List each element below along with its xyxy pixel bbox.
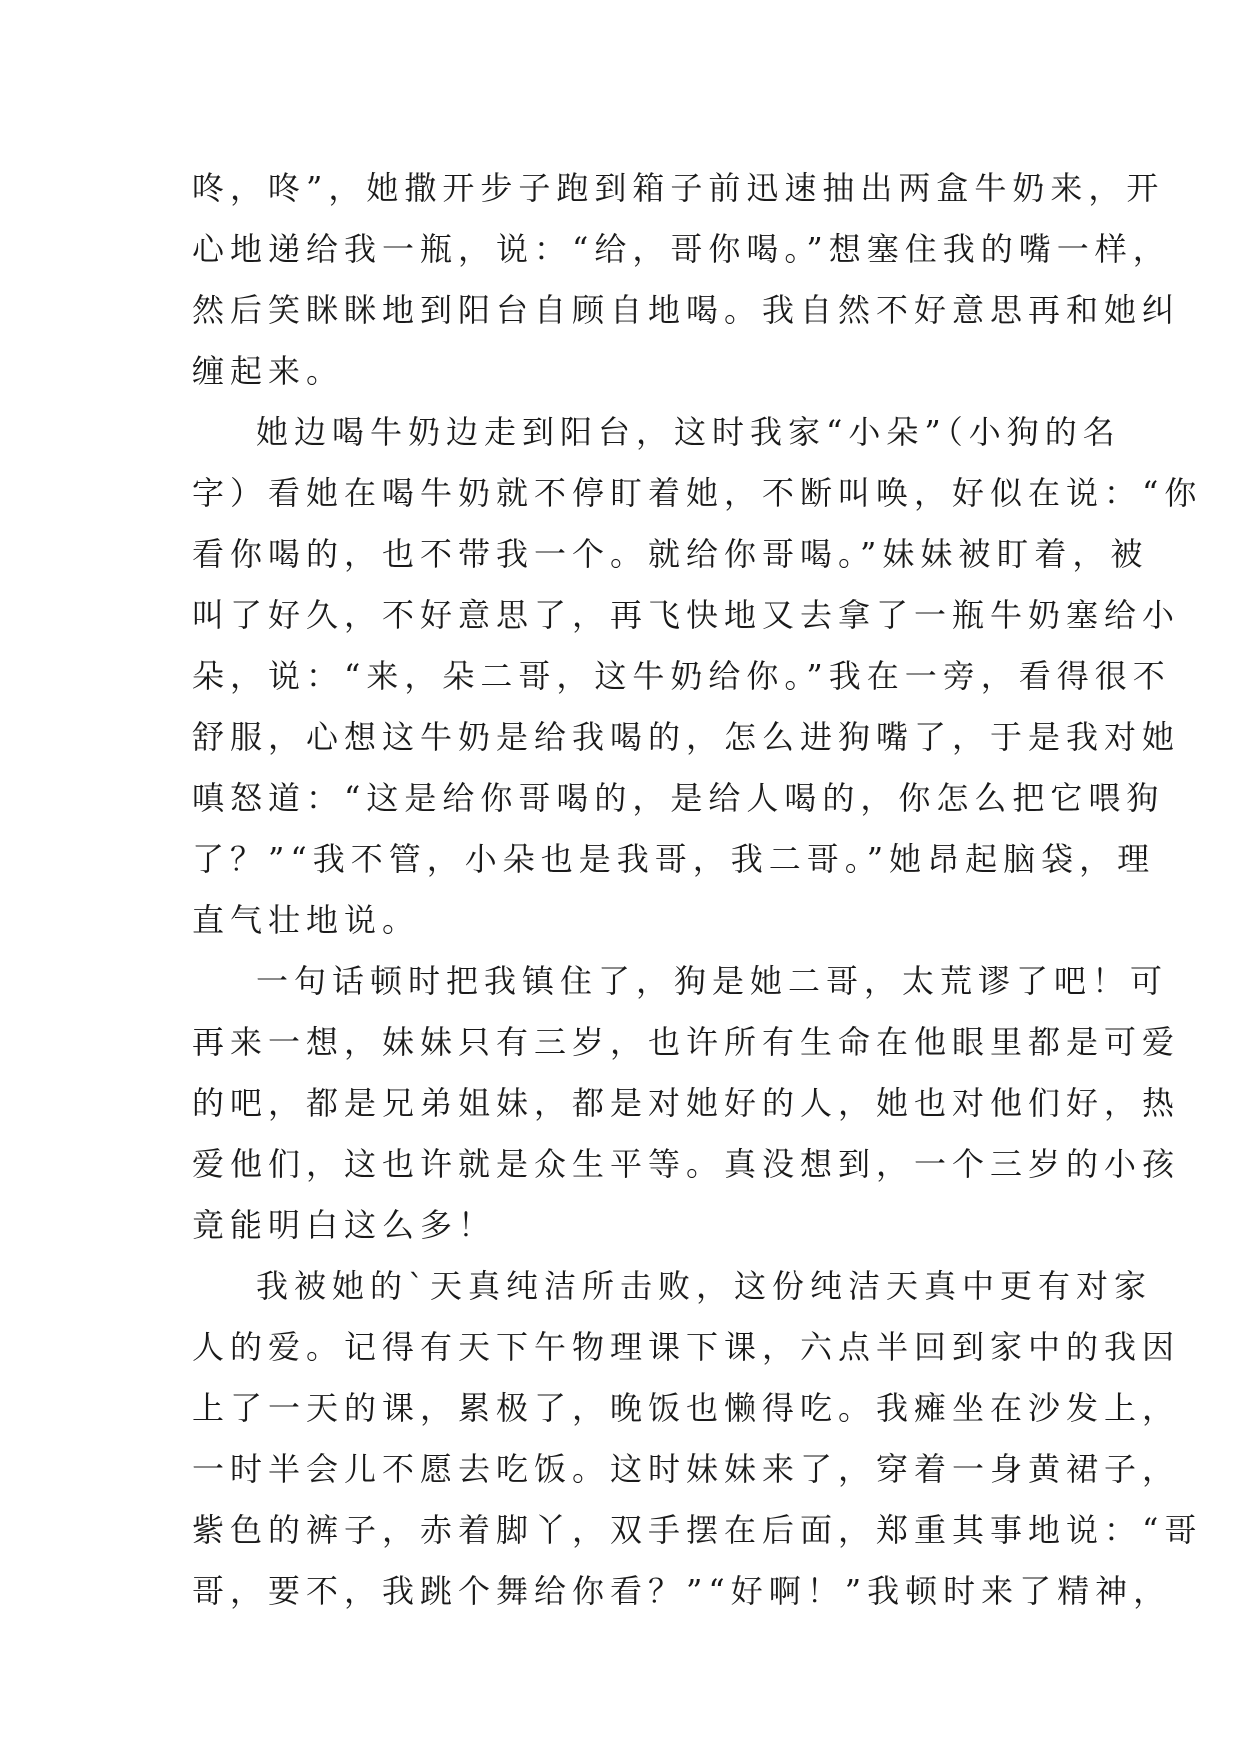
- text-line: 朵，说：“来，朵二哥，这牛奶给你。”我在一旁，看得很不: [192, 657, 1171, 695]
- body-text: [192, 158, 1203, 1622]
- text-line: 叫了好久，不好意思了，再飞快地又去拿了一瓶牛奶塞给小: [192, 596, 1181, 634]
- text-line: 的吧，都是兄弟姐妹，都是对她好的人，她也对他们好，热: [192, 1084, 1181, 1122]
- text-line: 上了一天的课，累极了，晚饭也懒得吃。我瘫坐在沙发上，: [192, 1389, 1181, 1427]
- text-line: 舒服，心想这牛奶是给我喝的，怎么进狗嘴了，于是我对她: [192, 718, 1181, 756]
- text-line: 竟能明白这么多！: [192, 1206, 497, 1244]
- text-line: 咚，咚”，她撒开步子跑到箱子前迅速抽出两盒牛奶来，开: [192, 169, 1165, 207]
- text-line: 看你喝的，也不带我一个。就给你哥喝。”妹妹被盯着，被: [192, 535, 1149, 573]
- paragraph-first-line: 一句话顿时把我镇住了，狗是她二哥，太荒谬了吧！可: [256, 962, 1169, 1000]
- text-line: 心地递给我一瓶，说：“给，哥你喝。”想塞住我的嘴一样，: [192, 230, 1171, 268]
- text-line: 直气壮地说。: [192, 901, 421, 939]
- text-line: 然后笑眯眯地到阳台自顾自地喝。我自然不好意思再和她纠: [192, 291, 1181, 329]
- text-line: 缠起来。: [192, 352, 345, 390]
- text-line: 一时半会儿不愿去吃饭。这时妹妹来了，穿着一身黄裙子，: [192, 1450, 1181, 1488]
- text-line: 爱他们，这也许就是众生平等。真没想到，一个三岁的小孩: [192, 1145, 1181, 1183]
- text-line: 字）看她在喝牛奶就不停盯着她，不断叫唤，好似在说：“你: [192, 474, 1203, 512]
- text-line: 哥，要不，我跳个舞给你看？”“好啊！”我顿时来了精神，: [192, 1572, 1172, 1610]
- text-line: 紫色的裤子，赤着脚丫，双手摆在后面，郑重其事地说：“哥: [192, 1511, 1203, 1549]
- paragraph-first-line: 我被她的`天真纯洁所击败，这份纯洁天真中更有对家: [256, 1267, 1153, 1305]
- text-line: 嗔怒道：“这是给你哥喝的，是给人喝的，你怎么把它喂狗: [192, 779, 1165, 817]
- text-line: 再来一想，妹妹只有三岁，也许所有生命在他眼里都是可爱: [192, 1023, 1181, 1061]
- text-line: 了？”“我不管，小朵也是我哥，我二哥。”她昂起脑袋，理: [192, 840, 1156, 878]
- paragraph-first-line: 她边喝牛奶边走到阳台，这时我家“小朵”（小狗的名: [256, 413, 1121, 451]
- text-line: 人的爱。记得有天下午物理课下课，六点半回到家中的我因: [192, 1328, 1181, 1366]
